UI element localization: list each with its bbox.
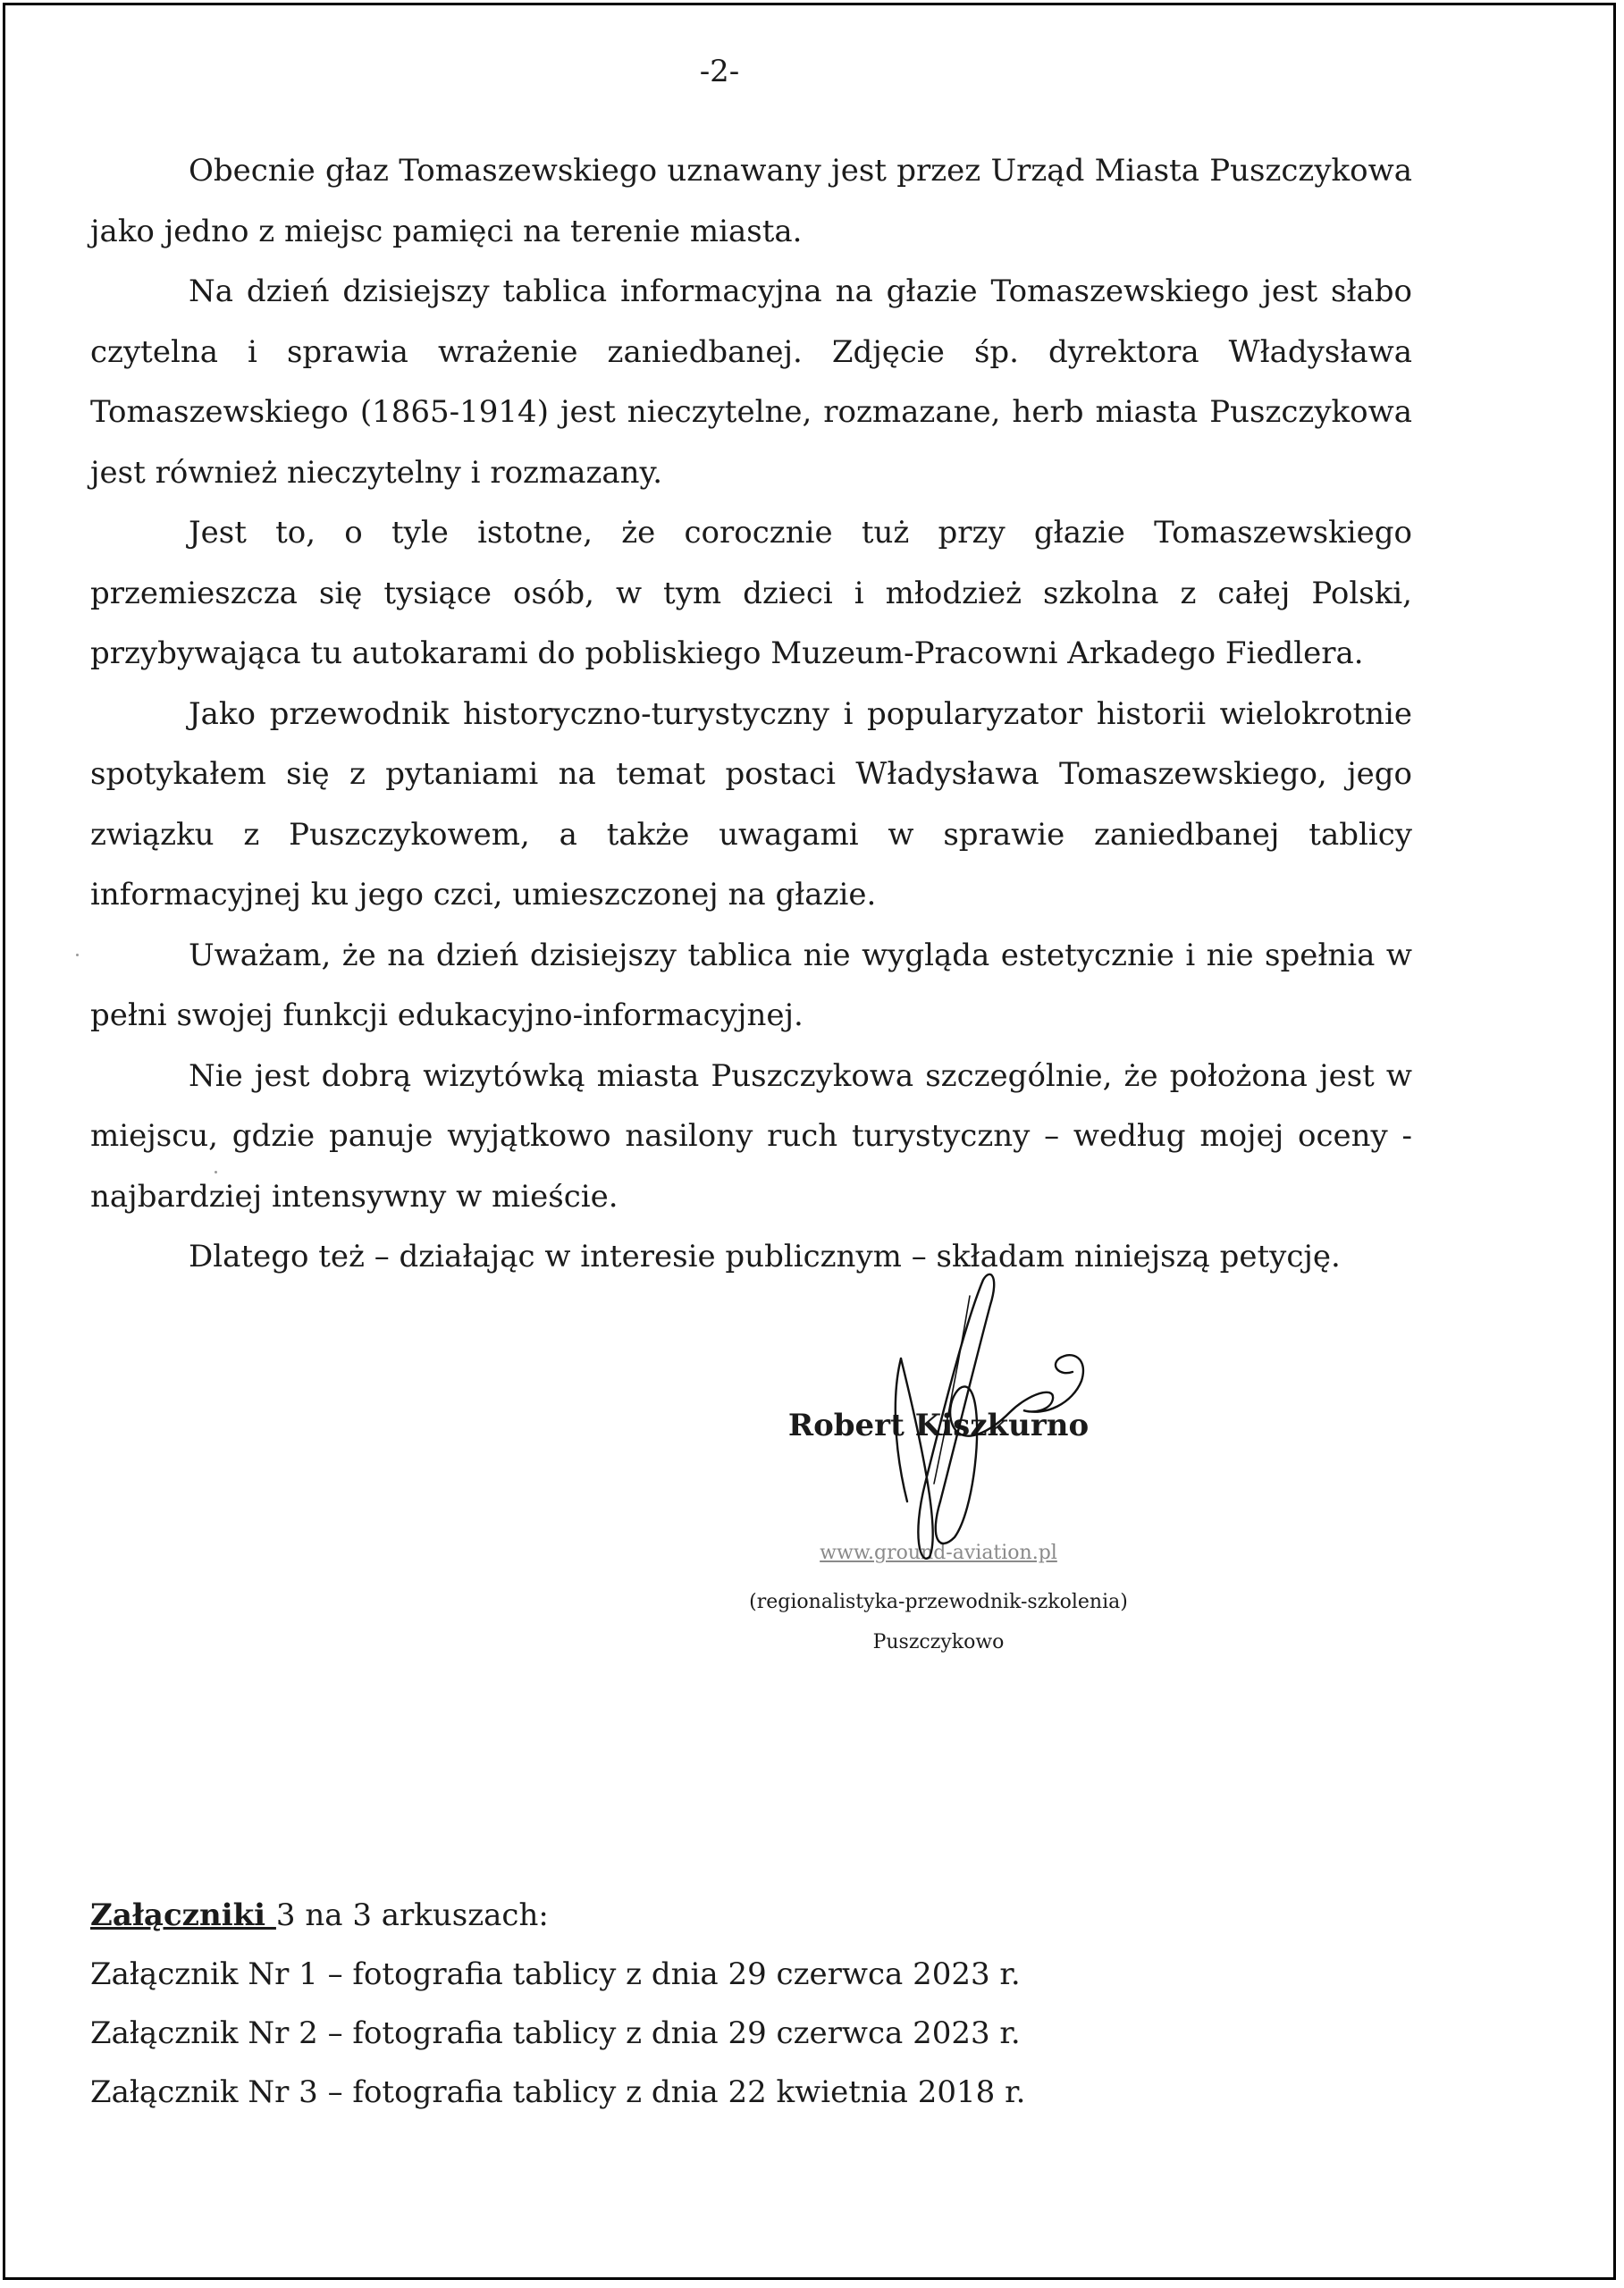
letter-body <box>90 141 1412 1288</box>
paragraph: Dlatego też – działając w interesie publicznym – składam niniejszą petycję. <box>189 1239 1341 1274</box>
attachment-item: Załącznik Nr 3 – fotografia tablicy z dnia 22 kwietnia 2018 r. <box>90 2074 1026 2110</box>
signature-block <box>697 1269 1180 1680</box>
signer-role: (regionalistyka-przewodnik-szkolenia) <box>749 1591 1128 1613</box>
signer-city: Puszczykowo <box>872 1631 1005 1653</box>
paragraph: Jest to, o tyle istotne, że corocznie tuż przy głazie Tomaszewskiego przemieszcza się tysiące osób, w tym dzieci i młodzież szkolna z całej Polski, przybywająca tu autokarami do pobliskiego Muzeum-Pracowni Arkadego Fiedlera. <box>90 515 1412 671</box>
paragraph: Jako przewodnik historyczno-turystyczny i popularyzator historii wielokrotnie spotykałem się z pytaniami na temat postaci Władysława Tomaszewskiego, jego związku z Puszczykowem, a także uwagami w sprawie zaniedbanej tablicy informacyjnej ku jego czci, umieszczonej na głazie. <box>90 695 1412 913</box>
paragraph: Na dzień dzisiejszy tablica informacyjna na głazie Tomaszewskiego jest słabo czytelna i sprawia wrażenie zaniedbanej. Zdjęcie śp. dyrektora Władysława Tomaszewskiego (1865-1914) jest nieczytelne, rozmazane, herb miasta Puszczykowa jest również nieczytelny i rozmazany. <box>90 273 1412 491</box>
handwritten-signature-icon <box>876 1269 1108 1564</box>
paragraph: Nie jest dobrą wizytówką miasta Puszczykowa szczególnie, że położona jest w miejscu, gdzie panuje wyjątkowo nasilony ruch turystyczny – według mojej oceny - najbardziej intensywny w mieście. <box>90 1057 1412 1215</box>
attachment-item: Załącznik Nr 2 – fotografia tablicy z dnia 29 czerwca 2023 r. <box>90 2015 1021 2051</box>
scan-speck <box>76 954 79 956</box>
scan-speck <box>215 1171 217 1173</box>
paragraph: Obecnie głaz Tomaszewskiego uznawany jest przez Urząd Miasta Puszczykowa jako jedno z miejsc pamięci na terenie miasta. <box>90 153 1412 249</box>
paragraph: Uważam, że na dzień dzisiejszy tablica nie wygląda estetycznie i nie spełnia w pełni swojej funkcji edukacyjno-informacyjnej. <box>90 937 1412 1033</box>
attachment-item: Załącznik Nr 1 – fotografia tablicy z dnia 29 czerwca 2023 r. <box>90 1956 1021 1992</box>
attachments-heading <box>90 1886 1342 1945</box>
signer-website-link[interactable]: www.ground-aviation.pl <box>820 1542 1057 1564</box>
attachments-list <box>90 1886 1342 2122</box>
signer-name: Robert Kiszkurno <box>787 1408 1090 1443</box>
attachments-heading-count: 3 na 3 arkuszach: <box>275 1897 549 1933</box>
attachments-heading-label: Załączniki <box>90 1897 276 1933</box>
page-number: -2- <box>699 54 740 89</box>
